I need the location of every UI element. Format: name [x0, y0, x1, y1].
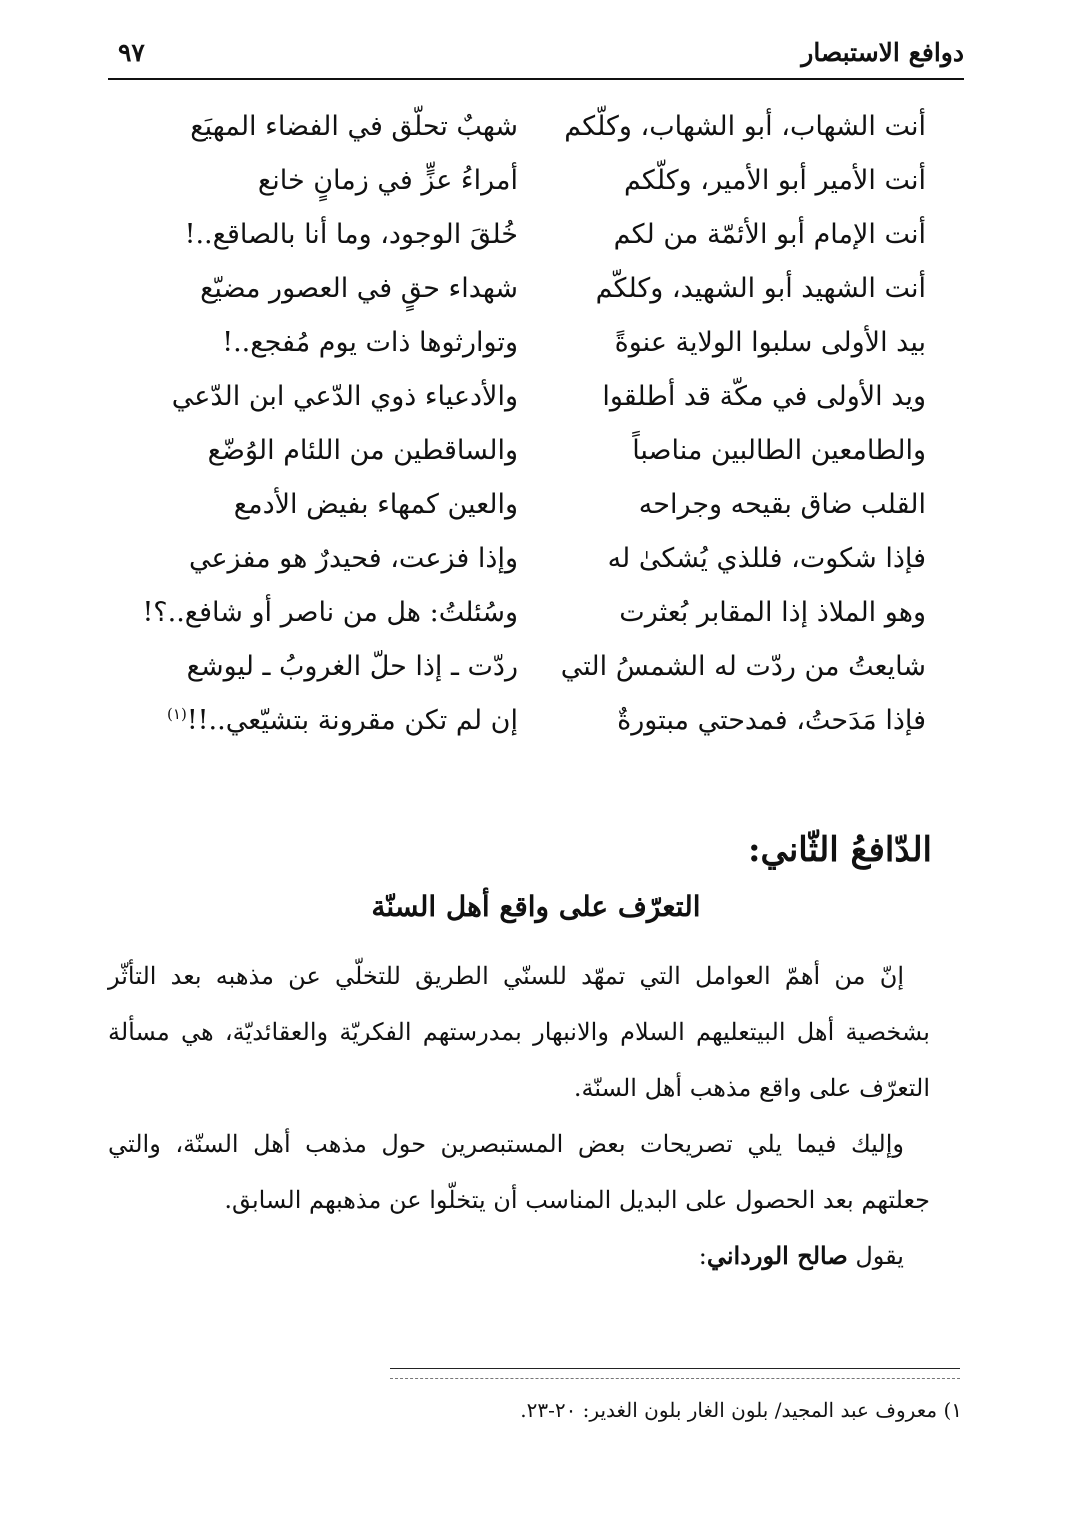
poem-verse — [128, 208, 948, 262]
verse-first-hemistich: أنت الشهاب، أبو الشهاب، وكلّكم — [564, 111, 926, 142]
verse-second-text: أمراءُ عزٍّ في زمانٍ خانع — [257, 165, 518, 196]
speaker-name: صالح الورداني — [706, 1241, 848, 1270]
page-header — [108, 38, 964, 78]
verse-second-text: خُلقَ الوجود، وما أنا بالصاقع..! — [184, 219, 518, 250]
verse-first-hemistich: شايعتُ من ردّت له الشمسُ التي — [560, 651, 926, 682]
speaker-suffix: : — [698, 1242, 707, 1270]
paragraph-1: إنّ من أهمّ العوامل التي تمهّد للسنّي الطريق للتخلّي عن مذهبه بعد التأثّر بشخصية أهل البيتعليهم السلام والانبهار بمدرستهم الفكريّة والعقائديّة، هي مسألة التعرّف على واقع مذهب أهل السنّة. — [108, 962, 930, 1102]
verse-second-text: والساقطين من اللئام الوُضّع — [207, 435, 518, 466]
body-text — [108, 948, 930, 1284]
verse-second-text: والعين كمهاء بفيض الأدمع — [233, 489, 518, 520]
speaker-line — [108, 1228, 930, 1284]
verse-first-hemistich: أنت الإمام أبو الأئمّة من لكم — [613, 219, 926, 250]
verse-second-text: وتوارثوها ذات يوم مُفجع..! — [222, 327, 518, 358]
verse-second-hemistich — [128, 424, 518, 478]
verse-second-hemistich — [128, 154, 518, 208]
verse-second-text: إن لم تكن مقرونة بتشيّعي..!! — [186, 705, 518, 736]
footnote: ١) معروف عبد المجيد/ بلون الغار بلون الغدير: ٢٠-٢٣. — [520, 1398, 962, 1422]
verse-second-hemistich — [128, 208, 518, 262]
poem-verse — [128, 100, 948, 154]
verse-first-hemistich: وهو الملاذ إذا المقابر بُعثرت — [619, 597, 926, 628]
verse-first-hemistich: فإذا مَدَحتُ، فمدحتي مبتورةٌ — [617, 705, 926, 736]
verse-second-hemistich — [128, 532, 518, 586]
verse-second-hemistich — [128, 640, 518, 694]
footnote-reference: (١) — [167, 705, 187, 723]
verse-first-hemistich: أنت الشهيد أبو الشهيد، وكلكّم — [595, 273, 926, 304]
verse-second-hemistich — [128, 586, 518, 640]
verse-second-text: وإذا فزعت، فحيدرٌ هو مفزعي — [188, 543, 518, 574]
poem-verse — [128, 370, 948, 424]
poem-verse — [128, 154, 948, 208]
verse-second-hemistich — [128, 370, 518, 424]
verse-second-hemistich — [128, 694, 518, 748]
verse-second-text: وسُئلتُ: هل من ناصر أو شافع..؟! — [142, 597, 518, 628]
verse-first-hemistich: القلب ضاق بقيحه وجراحه — [638, 489, 926, 520]
poem-verse — [128, 316, 948, 370]
poem-verse — [128, 694, 948, 748]
header-rule — [108, 78, 964, 80]
verse-second-text: شهداء حقٍ في العصور مضيّع — [200, 273, 518, 304]
running-title: دوافع الاستبصار — [801, 38, 964, 67]
verse-second-hemistich — [128, 478, 518, 532]
section-label: الدّافعُ الثّاني: — [747, 830, 932, 870]
verse-second-text: ردّت ـ إذا حلّ الغروبُ ـ ليوشع — [186, 651, 518, 682]
verse-first-hemistich: والطامعين الطالبين مناصباً — [632, 435, 926, 466]
verse-first-hemistich: بيد الأولى سلبوا الولاية عنوةً — [614, 327, 926, 358]
verse-second-hemistich — [128, 316, 518, 370]
speaker-prefix: يقول — [847, 1242, 904, 1270]
verse-first-hemistich: ويد الأولى في مكّة قد أطلقوا — [602, 381, 926, 412]
footnote-rule-secondary — [390, 1378, 960, 1379]
poem-verse — [128, 640, 948, 694]
verse-second-hemistich — [128, 100, 518, 154]
verse-second-text: والأدعياء ذوي الدّعي ابن الدّعي — [171, 381, 518, 412]
verse-second-text: شهبٌ تحلّق في الفضاء المهيَع — [190, 111, 518, 142]
paragraph-2: وإليك فيما يلي تصريحات بعض المستبصرين حول مذهب أهل السنّة، والتي جعلتهم بعد الحصول على البديل المناسب أن يتخلّوا عن مذهبهم السابق. — [108, 1130, 930, 1214]
poem-verse — [128, 262, 948, 316]
poem-verse — [128, 586, 948, 640]
poem-verse — [128, 532, 948, 586]
poem-verse — [128, 424, 948, 478]
verse-second-hemistich — [128, 262, 518, 316]
verse-first-hemistich: فإذا شكوت، فللذي يُشكىٰ له — [607, 543, 926, 574]
footnote-rule — [390, 1368, 960, 1369]
poem — [128, 100, 948, 748]
verse-first-hemistich: أنت الأمير أبو الأمير، وكلّكم — [623, 165, 926, 196]
page-number: ٩٧ — [118, 38, 145, 67]
section-title: التعرّف على واقع أهل السنّة — [371, 890, 701, 923]
poem-verse — [128, 478, 948, 532]
